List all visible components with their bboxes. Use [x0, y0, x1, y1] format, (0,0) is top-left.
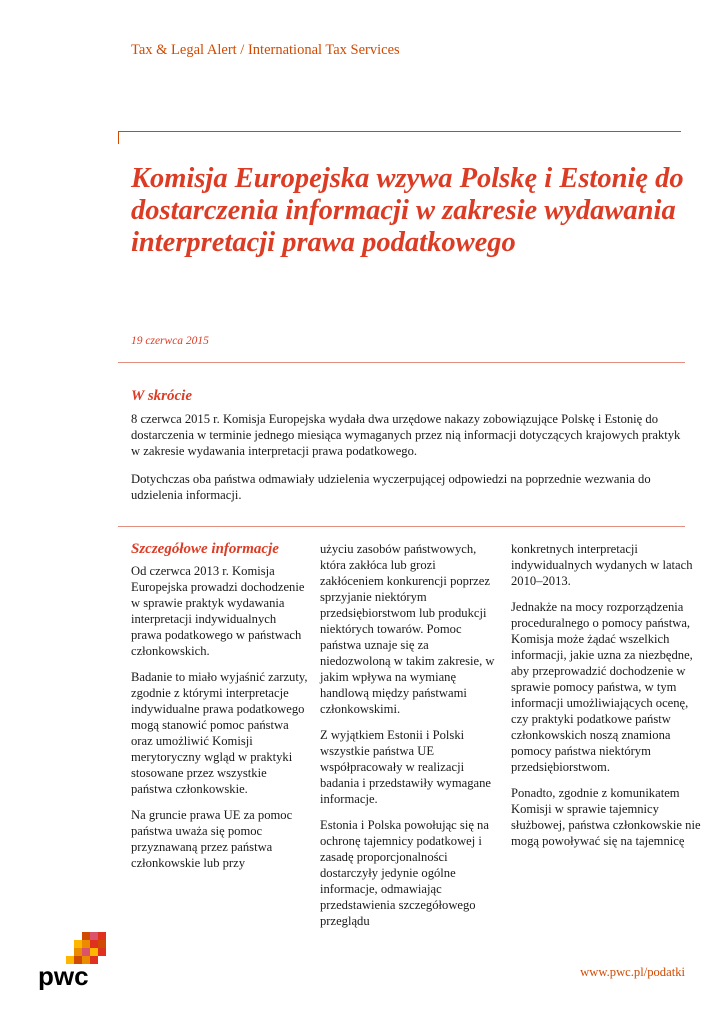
details-column-3	[511, 541, 701, 859]
pwc-logo-text: pwc	[38, 961, 89, 990]
top-divider	[118, 131, 681, 132]
details-paragraph: Na gruncie prawa UE za pomoc państwa uważa się pomoc przyznawaną przez państwa członkowskie lub przy	[131, 808, 293, 870]
top-divider-tick	[118, 131, 119, 144]
footer-link[interactable]: www.pwc.pl/podatki	[580, 965, 685, 979]
divider	[118, 362, 685, 363]
article-title: Komisja Europejska wzywa Polskę i Estonię do dostarczenia informacji w zakresie wydawania interpretacji prawa podatkowego	[131, 163, 684, 258]
summary-heading: W skrócie	[131, 388, 192, 404]
details-column-1	[131, 541, 309, 881]
details-paragraph: Badanie to miało wyjaśnić zarzuty, zgodnie z którymi interpretacje indywidualne prawa podatkowego mogą stanowić pomoc państwa oraz umożliwić Komisji merytoryczny wgląd w praktyki stosowane przez wszystkie państwa członkowskie.	[131, 670, 308, 796]
summary-section	[131, 411, 691, 515]
publication-date: 19 czerwca 2015	[131, 335, 209, 347]
details-paragraph: Z wyjątkiem Estonii i Polski wszystkie państwa UE współpracowały w realizacji badania i przedstawiły wymagane informacje.	[320, 728, 491, 806]
pwc-logo-mark	[66, 932, 106, 964]
details-paragraph: konkretnych interpretacji indywidualnych wydanych w latach 2010–2013.	[511, 542, 693, 588]
details-paragraph: Estonia i Polska powołując się na ochronę tajemnicy podatkowej i zasadę proporcjonalności dostarczyły jedynie ogólne informacje, odmawiając przedstawienia szczegółowego przeglądu	[320, 818, 489, 928]
alert-series-header: Tax & Legal Alert / International Tax Services	[131, 42, 400, 58]
details-paragraph: użyciu zasobów państwowych, która zakłóca lub grozi zakłóceniem konkurencji poprzez sprzyjanie niektórym przedsiębiorstwom lub produkcji niektórych towarów. Pomoc państwa uznaje się za niedozwoloną w takim zakresie, w jakim wpływa na wymianę handlową między państwami członkowskimi.	[320, 542, 495, 716]
details-paragraph: Jednakże na mocy rozporządzenia proceduralnego o pomocy państwa, Komisja może żądać wszelkich informacji, jakie uzna za niezbędne, aby przeprowadzić dochodzenie w sprawie pomocy państwa, w tym informacji umożliwiających ocenę, czy praktyki podatkowe państw członkowskich noszą znamiona pomocy państwa niektórym przedsiębiorstwom.	[511, 600, 693, 774]
summary-paragraph: Dotychczas oba państwa odmawiały udzielenia wyczerpującej odpowiedzi na poprzednie wezwania do udzielenia informacji.	[131, 472, 651, 502]
summary-paragraph: 8 czerwca 2015 r. Komisja Europejska wydała dwa urzędowe nakazy zobowiązujące Polskę i Estonię do dostarczenia w terminie jednego miesiąca wymaganych przez nią informacji dotyczących krajowych praktyk w zakresie wydawania interpretacji prawa podatkowego.	[131, 412, 681, 458]
divider	[118, 526, 685, 527]
pwc-logo	[36, 930, 116, 990]
details-paragraph: Ponadto, zgodnie z komunikatem Komisji w sprawie tajemnicy służbowej, państwa członkowskie nie mogą powoływać się na tajemnicę	[511, 786, 701, 848]
details-paragraph: Od czerwca 2013 r. Komisja Europejska prowadzi dochodzenie w sprawie praktyk wydawania interpretacji indywidualnych prawa podatkowego w państwach członkowskich.	[131, 564, 305, 658]
details-heading: Szczegółowe informacje	[131, 541, 279, 557]
details-column-2	[320, 541, 500, 939]
